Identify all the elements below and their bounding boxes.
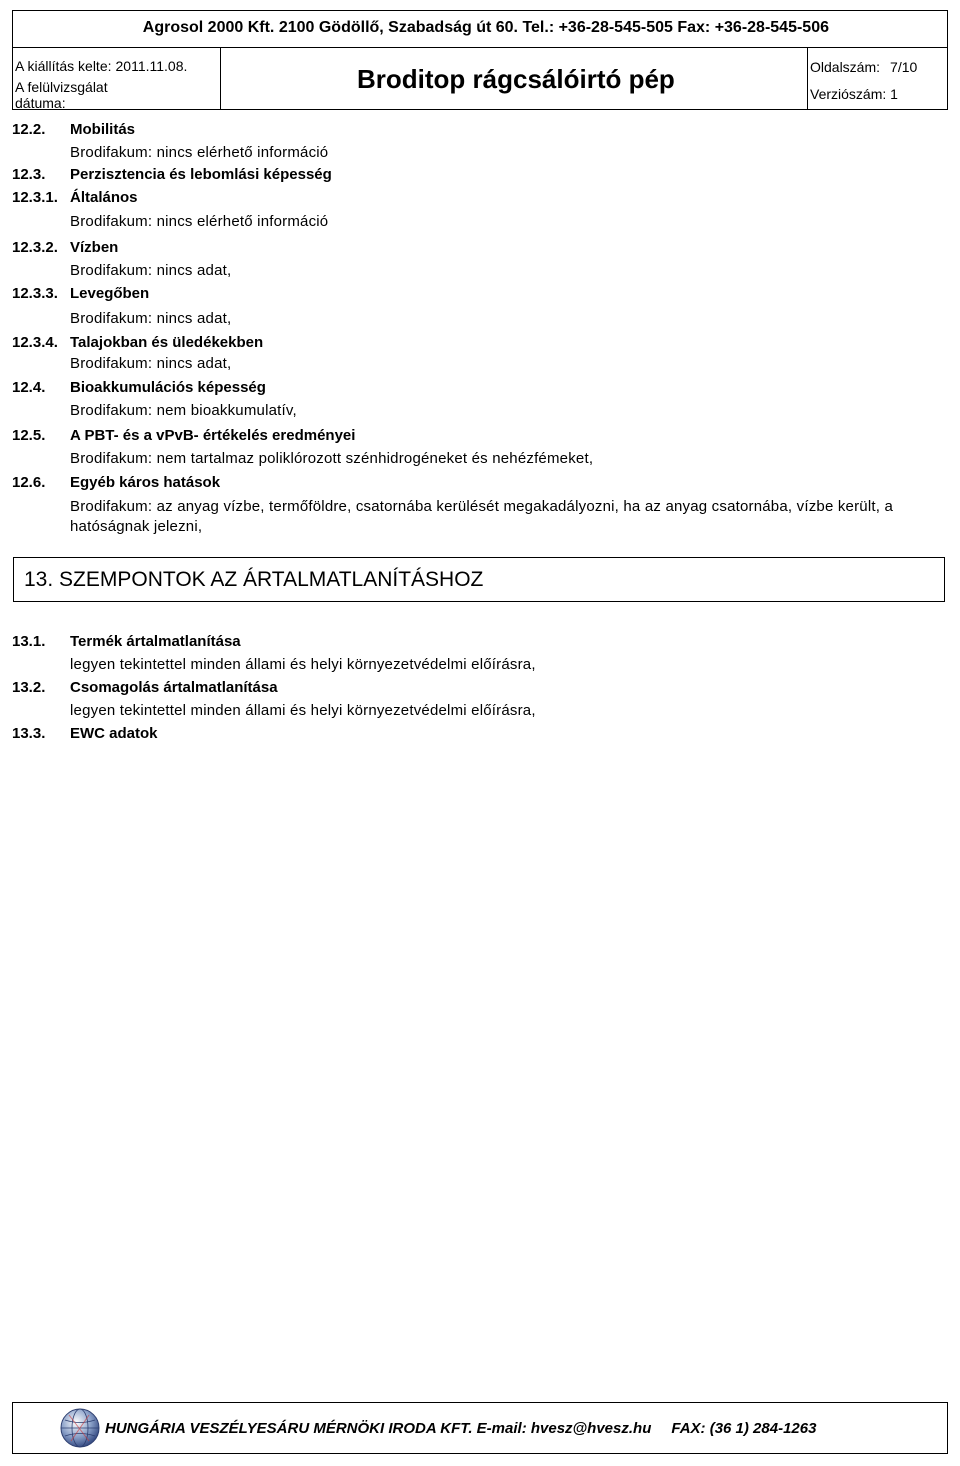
issued-label: A kiállítás kelte:: [15, 58, 112, 74]
review-date-line: [15, 79, 108, 111]
header-page-info: [808, 48, 947, 110]
section-body: Brodifakum: nincs adat,: [70, 355, 232, 372]
section-number: 13.1.: [12, 633, 46, 650]
section-12-content: [12, 118, 942, 535]
section-13-content: [12, 632, 942, 742]
section-title: Perzisztencia és lebomlási képesség: [70, 166, 332, 183]
section-text: [12, 701, 942, 721]
section-number: 12.3.: [12, 166, 46, 183]
section-number: 12.3.1.: [12, 189, 58, 206]
page-value: 7/10: [890, 59, 918, 75]
section-text: [12, 212, 942, 232]
section-text: [12, 261, 942, 281]
section-heading: [12, 632, 942, 652]
section-heading: [12, 238, 942, 258]
section-title: Bioakkumulációs képesség: [70, 379, 266, 396]
footer-company: HUNGÁRIA VESZÉLYESÁRU MÉRNÖKI IRODA KFT. E-mail: hvesz@hvesz.hu: [105, 1420, 652, 1437]
section-title: Levegőben: [70, 285, 150, 302]
section-title: A PBT- és a vPvB- értékelés eredményei: [70, 427, 356, 444]
section-body: Brodifakum: nincs adat,: [70, 262, 232, 279]
section-number: 12.4.: [12, 379, 46, 396]
document-footer: [12, 1402, 948, 1454]
section-body: Brodifakum: nincs elérhető információ: [70, 213, 329, 230]
section-heading: [12, 120, 942, 140]
review-label-1: A felülvizsgálat: [15, 79, 108, 95]
section-title: Általános: [70, 189, 138, 206]
header-dates: [13, 48, 221, 110]
section-text: [12, 143, 942, 163]
section-number: 12.3.4.: [12, 334, 58, 351]
section-number: 13.2.: [12, 679, 46, 696]
section-heading: [12, 473, 942, 493]
section-text: [12, 655, 942, 675]
section-body: Brodifakum: nincs adat,: [70, 310, 232, 327]
section-body: Brodifakum: nem tartalmaz poliklórozott szénhidrogéneket és nehézfémeket,: [70, 450, 594, 467]
section-heading: [12, 188, 942, 208]
document-header: [12, 10, 948, 110]
section-body: legyen tekintettel minden állami és helyi környezetvédelmi előírásra,: [70, 702, 536, 719]
section-number: 12.3.3.: [12, 285, 58, 302]
company-line: Agrosol 2000 Kft. 2100 Gödöllő, Szabadság út 60. Tel.: +36-28-545-505 Fax: +36-28-545-506: [13, 11, 947, 48]
footer-fax: FAX: (36 1) 284-1263: [671, 1420, 817, 1437]
section-title: Talajokban és üledékekben: [70, 334, 264, 351]
section-body: Brodifakum: nincs elérhető információ: [70, 144, 329, 161]
section-heading: [12, 378, 942, 398]
page-label: Oldalszám:: [810, 59, 881, 75]
section-number: 13.3.: [12, 725, 46, 742]
section-title: Vízben: [70, 239, 119, 256]
section-text: [12, 309, 942, 329]
document-title: Broditop rágcsálóirtó pép: [221, 48, 808, 110]
footer-text: [105, 1403, 816, 1455]
section-heading: [12, 333, 942, 353]
section-title: Mobilitás: [70, 121, 136, 138]
section-heading: [12, 724, 942, 744]
section-text: [12, 401, 942, 421]
section-text: [12, 497, 942, 537]
section-body: Brodifakum: az anyag vízbe, termőföldre, csatornába kerülését megakadályozni, ha az anyag csatornába, vízbe került, a hatóságnak jelezni,: [70, 498, 894, 535]
section-heading: [12, 426, 942, 446]
section-number: 12.5.: [12, 427, 46, 444]
section-title: EWC adatok: [70, 725, 158, 742]
section-body: Brodifakum: nem bioakkumulatív,: [70, 402, 297, 419]
section-text: [12, 449, 942, 469]
section-number: 12.3.2.: [12, 239, 58, 256]
version-line: Verziószám: 1: [810, 86, 898, 102]
section-title: Csomagolás ártalmatlanítása: [70, 679, 278, 696]
section-heading: [12, 284, 942, 304]
section-heading: [12, 678, 942, 698]
section-number: 12.2.: [12, 121, 46, 138]
issued-date-line: [15, 58, 187, 74]
globe-logo-icon: [59, 1407, 101, 1449]
section-13-title: 13. SZEMPONTOK AZ ÁRTALMATLANÍTÁSHOZ: [13, 557, 945, 602]
section-heading: [12, 165, 942, 185]
review-label-2: dátuma:: [15, 95, 66, 111]
issued-date: 2011.11.08.: [115, 58, 188, 74]
section-number: 12.6.: [12, 474, 46, 491]
section-text: [12, 354, 942, 374]
section-title: Termék ártalmatlanítása: [70, 633, 241, 650]
section-body: legyen tekintettel minden állami és helyi környezetvédelmi előírásra,: [70, 656, 536, 673]
section-title: Egyéb káros hatások: [70, 474, 221, 491]
page-number-line: [810, 59, 917, 75]
